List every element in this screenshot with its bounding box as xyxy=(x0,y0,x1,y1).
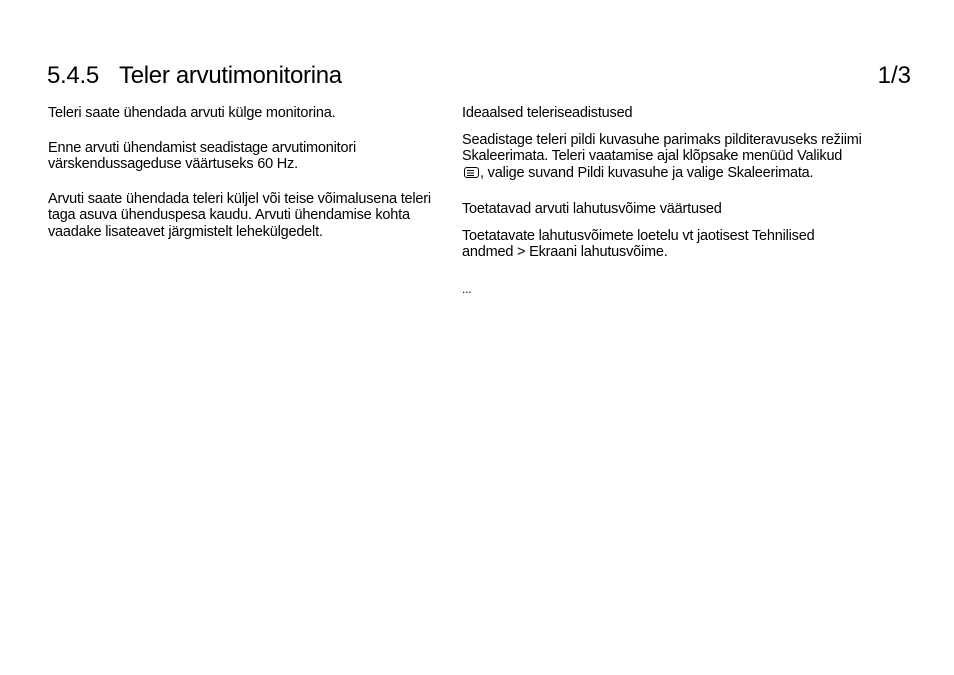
page-title: Teler arvutimonitorina xyxy=(119,62,342,89)
section-number: 5.4.5 xyxy=(47,62,99,89)
right-column xyxy=(462,105,862,297)
ideal-settings-text-1: Seadistage teleri pildi kuvasuhe parimaks pilditeravuseks režiimi Skaleerimata. Teleri vaatamise ajal klõpsake menüüd Valikud xyxy=(462,131,862,164)
page-indicator: 1/3 xyxy=(877,62,911,89)
ideal-settings-heading: Ideaalsed teleriseadistused xyxy=(462,105,633,121)
resolutions-paragraph: Toetatavate lahutusvõimete loetelu vt jaotisest Tehnilised andmed > Ekraani lahutusvõime. xyxy=(462,227,815,260)
continuation-ellipsis: ... xyxy=(462,281,472,296)
options-icon xyxy=(464,167,479,178)
ideal-settings-text-2: , valige suvand Pildi kuvasuhe ja valige Skaleerimata. xyxy=(480,164,814,181)
ideal-settings-paragraph xyxy=(462,132,862,182)
resolutions-heading: Toetatavad arvuti lahutusvõime väärtused xyxy=(462,201,722,217)
intro-paragraph: Teleri saate ühendada arvuti külge monitorina. xyxy=(48,105,336,121)
page-header xyxy=(47,60,911,92)
left-column xyxy=(48,105,433,258)
refresh-rate-paragraph: Enne arvuti ühendamist seadistage arvutimonitori värskendussageduse väärtuseks 60 Hz. xyxy=(48,139,356,172)
connection-paragraph: Arvuti saate ühendada teleri küljel või teise võimalusena teleri taga asuva ühenduspesa kaudu. Arvuti ühendamise kohta vaadake lisateavet järgmistelt lehekülgedelt. xyxy=(48,190,431,240)
